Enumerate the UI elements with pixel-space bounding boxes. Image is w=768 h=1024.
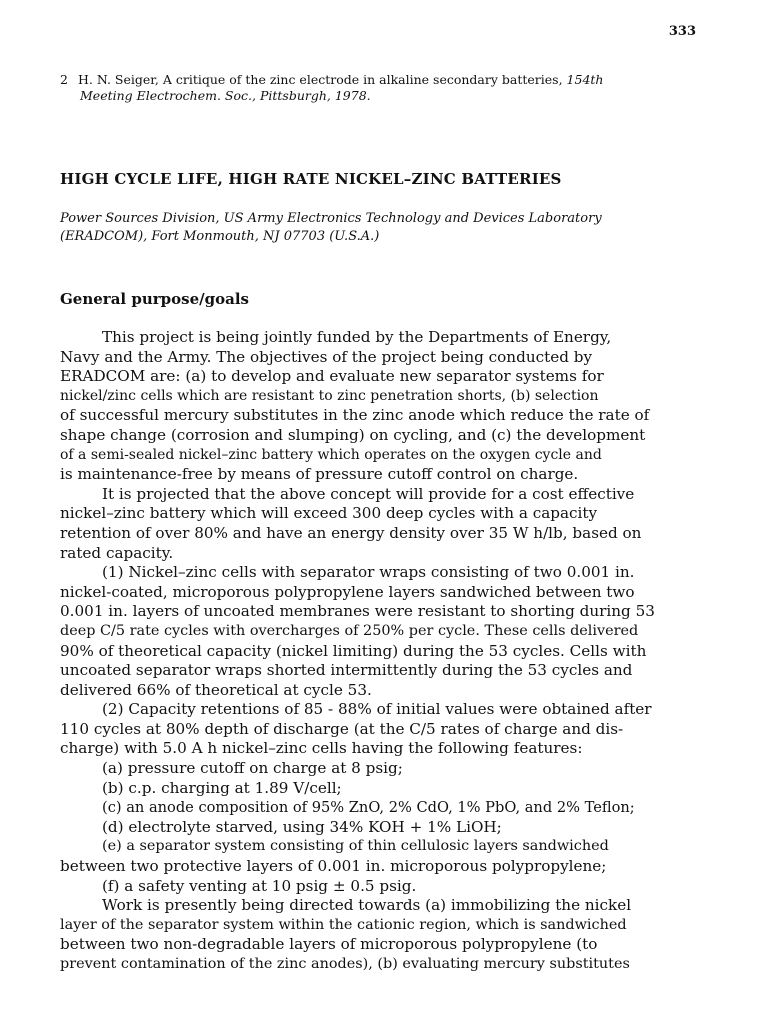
list-item: (c) an anode composition of 95% ZnO, 2% CdO, 1% PbO, and 2% Teflon; (102, 799, 635, 817)
text-line: rated capacity. (60, 543, 174, 562)
list-item: (d) electrolyte starved, using 34% KOH + 1% LiOH; (102, 817, 502, 836)
text-line: uncoated separator wraps shorted intermittently during the 53 cycles and (60, 661, 633, 680)
text-line: It is projected that the above concept will provide for a cost effective (102, 484, 635, 503)
body-text (60, 328, 700, 975)
list-item: (b) c.p. charging at 1.89 V/cell; (102, 778, 342, 797)
text-line: of a semi-sealed nickel–zinc battery which operates on the oxygen cycle and (60, 446, 602, 463)
reference-text: H. N. Seiger, A critique of the zinc electrode in alkaline secondary batteries, (78, 72, 563, 87)
text-line: is maintenance-free by means of pressure cutoff control on charge. (60, 465, 579, 484)
text-line: Navy and the Army. The objectives of the project being conducted by (60, 347, 593, 366)
reference-source: Meeting Electrochem. Soc., Pittsburgh, 1978. (80, 88, 371, 103)
text-line: between two non-degradable layers of microporous polypropylene (to (60, 935, 598, 954)
text-line: of successful mercury substitutes in the zinc anode which reduce the rate of (60, 406, 650, 425)
affiliation-line: (ERADCOM), Fort Monmouth, NJ 07703 (U.S.A.) (60, 229, 380, 244)
affiliation (60, 210, 720, 246)
reference-meeting: 154th (566, 72, 604, 87)
text-line: (1) Nickel–zinc cells with separator wraps consisting of two 0.001 in. (102, 563, 635, 582)
text-line: 90% of theoretical capacity (nickel limiting) during the 53 cycles. Cells with (60, 641, 647, 660)
text-line: retention of over 80% and have an energy density over 35 W h/lb, based on (60, 523, 642, 542)
text-line: prevent contamination of the zinc anodes), (b) evaluating mercury substitutes (60, 956, 630, 972)
text-line: charge) with 5.0 A h nickel–zinc cells having the following features: (60, 739, 583, 758)
text-line: nickel–zinc battery which will exceed 300 deep cycles with a capacity (60, 504, 598, 523)
reference-entry (60, 72, 710, 104)
text-line: This project is being jointly funded by the Departments of Energy, (102, 328, 612, 346)
section-heading: General purpose/goals (60, 290, 249, 308)
text-line: shape change (corrosion and slumping) on cycling, and (c) the development (60, 425, 646, 444)
text-line: nickel/zinc cells which are resistant to zinc penetration shorts, (b) selection (60, 387, 599, 404)
text-line: 110 cycles at 80% depth of discharge (at the C/5 rates of charge and dis- (60, 719, 624, 738)
text-line: delivered 66% of theoretical at cycle 53. (60, 680, 372, 699)
text-line: (2) Capacity retentions of 85 - 88% of initial values were obtained after (102, 700, 652, 719)
list-item: (e) a separator system consisting of thin cellulosic layers sandwiched (102, 838, 609, 855)
reference-number: 2 (60, 72, 68, 87)
text-line: ERADCOM are: (a) to develop and evaluate new separator systems for (60, 367, 604, 386)
list-item: (f) a safety venting at 10 psig ± 0.5 psig. (102, 876, 417, 895)
text-line: 0.001 in. layers of uncoated membranes were resistant to shorting during 53 (60, 602, 655, 621)
text-line: deep C/5 rate cycles with overcharges of 250% per cycle. These cells delivered (60, 622, 639, 639)
text-line: Work is presently being directed towards (a) immobilizing the nickel (102, 896, 632, 915)
list-item: (a) pressure cutoff on charge at 8 psig; (102, 759, 403, 778)
article-title: HIGH CYCLE LIFE, HIGH RATE NICKEL–ZINC BATTERIES (60, 170, 562, 188)
text-line: nickel-coated, microporous polypropylene layers sandwiched between two (60, 582, 635, 601)
page-number: 333 (668, 24, 696, 39)
text-line: layer of the separator system within the cationic region, which is sandwiched (60, 916, 627, 933)
affiliation-line: Power Sources Division, US Army Electronics Technology and Devices Laboratory (60, 211, 602, 226)
text-line: between two protective layers of 0.001 in. microporous polypropylene; (60, 857, 607, 876)
